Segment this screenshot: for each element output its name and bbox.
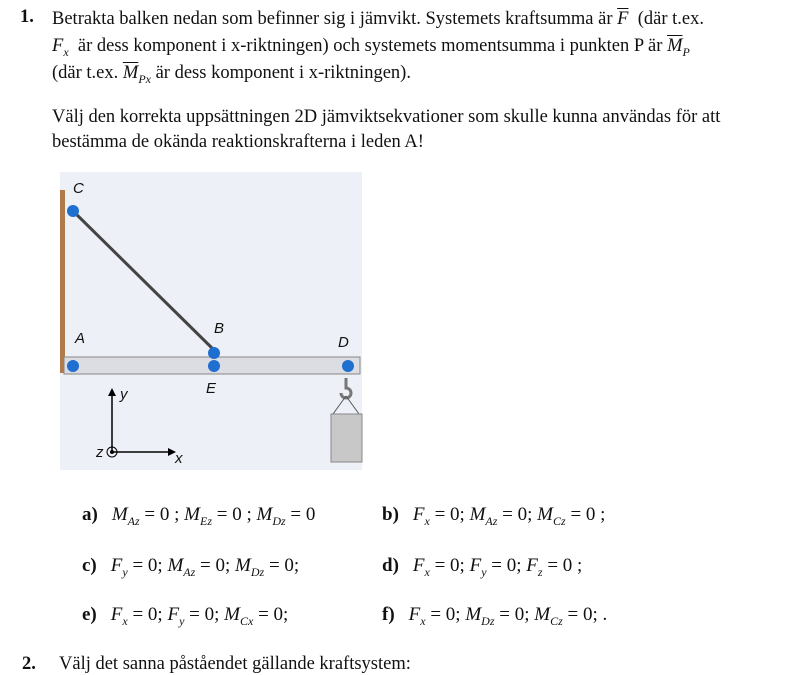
equation-term xyxy=(526,555,583,579)
label-B: B xyxy=(214,320,225,337)
equation-term xyxy=(224,604,289,628)
subscript: Ez xyxy=(199,514,212,528)
subscript: Dz xyxy=(250,565,265,579)
label-z: z xyxy=(96,444,104,461)
option-label: c) xyxy=(82,555,97,576)
symbol: M xyxy=(111,504,128,525)
symbol: F xyxy=(110,604,123,625)
symbol: F xyxy=(412,555,425,576)
rhs: = 0 ; xyxy=(211,504,257,525)
symbol: M xyxy=(469,504,486,525)
symbol: F xyxy=(526,555,538,576)
option-a[interactable] xyxy=(82,504,315,529)
symbol: F xyxy=(167,604,180,625)
rhs: = 0; xyxy=(253,604,289,625)
weight xyxy=(331,414,362,462)
sub: x xyxy=(63,45,69,59)
rhs: = 0; xyxy=(195,555,236,576)
rhs: = 0 ; xyxy=(542,555,583,576)
rhs: = 0; xyxy=(497,504,538,525)
rhs: = 0; xyxy=(486,555,527,576)
rhs: = 0; xyxy=(264,555,300,576)
rhs: = 0; xyxy=(494,604,535,625)
subscript: Dz xyxy=(272,514,286,528)
equation-term xyxy=(235,555,300,579)
question-line-5: bestämma de okända reaktionskrafterna i leden A! xyxy=(52,132,424,152)
rhs: = 0; xyxy=(127,604,168,625)
label-x: x xyxy=(175,450,183,467)
label-C: C xyxy=(73,180,84,197)
equation-term xyxy=(110,604,168,628)
equation-term xyxy=(534,604,608,628)
text: är dess komponent i x-riktningen). xyxy=(155,63,411,83)
text: Betrakta balken nedan som befinner sig i jämvikt. Systemets kraftsumma är xyxy=(52,9,613,29)
option-b[interactable] xyxy=(382,504,605,529)
option-label: a) xyxy=(82,504,98,525)
subscript: y xyxy=(179,614,185,628)
cable-CB xyxy=(73,211,214,350)
hook xyxy=(341,378,351,398)
subscript: Az xyxy=(183,565,196,579)
option-f[interactable] xyxy=(382,604,607,629)
subscript: y xyxy=(481,565,487,579)
symbol: M xyxy=(224,604,240,625)
MPx: $\overline{M}$ xyxy=(122,63,139,83)
subscript: x xyxy=(424,514,430,528)
label-D: D xyxy=(338,334,349,351)
equation-term xyxy=(537,504,606,528)
question-line-4: Välj den korrekta uppsättningen 2D jämviktsekvationer som skulle kunna användas för att xyxy=(52,107,721,127)
option-label: f) xyxy=(382,604,395,625)
option-label: d) xyxy=(382,555,399,576)
option-label: b) xyxy=(382,504,399,525)
subscript: Cz xyxy=(553,514,566,528)
symbol: F xyxy=(110,555,123,576)
pin-E xyxy=(208,360,220,372)
rhs: = 0; xyxy=(127,555,168,576)
subscript: z xyxy=(537,565,543,579)
subscript: Az xyxy=(127,514,140,528)
rhs: = 0; xyxy=(184,604,225,625)
equation-term xyxy=(469,504,538,528)
subscript: x xyxy=(420,614,426,628)
F-vector: $\overline{F}$ xyxy=(617,9,629,29)
symbol: F xyxy=(469,555,482,576)
subscript: x xyxy=(122,614,128,628)
sub: Px xyxy=(138,72,151,86)
symbol: M xyxy=(256,504,273,525)
rhs: = 0 ; xyxy=(565,504,606,525)
subscript: Dz xyxy=(481,614,495,628)
rhs: = 0; xyxy=(425,604,466,625)
label-E: E xyxy=(206,380,217,397)
option-e[interactable] xyxy=(82,604,288,629)
question-number: 2. xyxy=(22,654,36,674)
symbol: F xyxy=(408,604,421,625)
equation-term xyxy=(184,504,257,528)
symbol: F xyxy=(412,504,425,525)
equation-term xyxy=(465,604,535,628)
symbol: M xyxy=(465,604,482,625)
subscript: x xyxy=(424,565,430,579)
equation-term xyxy=(412,504,470,528)
rhs: = 0; xyxy=(429,504,470,525)
text: (där t.ex. xyxy=(52,63,119,83)
equation-term xyxy=(412,555,470,579)
label-y: y xyxy=(120,386,128,403)
question-text: Välj det sanna påståendet gällande kraftsystem: xyxy=(59,654,411,674)
equation-term xyxy=(110,555,168,579)
wall xyxy=(60,190,65,373)
sub: P xyxy=(682,45,690,59)
equation-term xyxy=(469,555,527,579)
text: (där t.ex. xyxy=(637,9,704,29)
rhs: = 0; xyxy=(429,555,470,576)
text: är dess komponent i x-riktningen) och systemets momentsumma i punkten P är xyxy=(77,36,663,56)
option-c[interactable] xyxy=(82,555,299,580)
MP-vector: $\overline{M}$ xyxy=(667,36,683,56)
equation-term xyxy=(111,504,185,528)
equation-term xyxy=(167,555,236,579)
Fx: F xyxy=(52,36,64,56)
pin-A xyxy=(67,360,79,372)
question-number: 1. xyxy=(20,7,34,27)
equation-term xyxy=(256,504,316,528)
symbol: M xyxy=(537,504,553,525)
symbol: M xyxy=(534,604,551,625)
rhs: = 0 ; xyxy=(139,504,185,525)
subscript: y xyxy=(122,565,128,579)
subscript: Cx xyxy=(239,614,254,628)
pin-C xyxy=(67,205,79,217)
symbol: M xyxy=(184,504,200,525)
question-2-partial xyxy=(22,654,411,675)
pin-D xyxy=(342,360,354,372)
equation-term xyxy=(408,604,466,628)
pin-B xyxy=(208,347,220,359)
option-label: e) xyxy=(82,604,97,625)
option-d[interactable] xyxy=(382,555,582,580)
subscript: Az xyxy=(485,514,498,528)
equation-term xyxy=(167,604,225,628)
symbol: M xyxy=(235,555,251,576)
subscript: Cz xyxy=(550,614,563,628)
rhs: = 0 xyxy=(285,504,316,525)
label-A: A xyxy=(75,330,86,347)
symbol: M xyxy=(167,555,184,576)
rhs: = 0; . xyxy=(562,604,608,625)
